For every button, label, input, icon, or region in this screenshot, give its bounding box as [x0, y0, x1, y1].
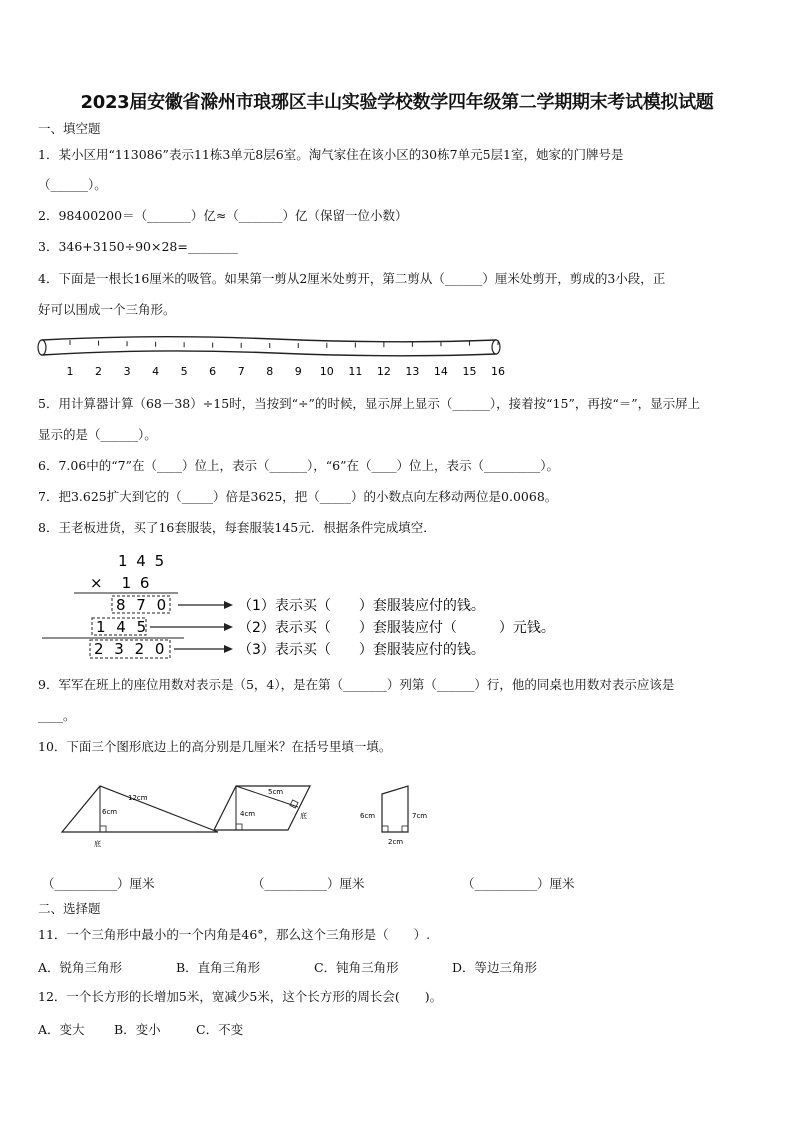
ruler-label: 14 — [433, 365, 448, 378]
ruler-label: 8 — [266, 365, 274, 378]
page-title: 2023届安徽省滁州市琅琊区丰山实验学校数学四年级第二学期期末考试模拟试题 — [80, 92, 714, 113]
question-2: 2．98400200＝（_______）亿≈（_______）亿（保留一位小数） — [38, 208, 408, 223]
trapezoid-right-label: 7cm — [412, 812, 428, 820]
triangle-figure — [56, 782, 226, 854]
question-6: 6．7.06中的“7”在（____）位上，表示（______），“6”在（____）位上，表示（_________）。 — [38, 458, 560, 473]
question-10: 10．下面三个图形底边上的高分别是几厘米？在括号里填一填。 — [38, 739, 392, 754]
ruler-label: 4 — [152, 365, 160, 378]
question-1-line1: 1．某小区用“113086”表示11栋3单元8层6室。淘气家住在该小区的30栋7单元5层1室，她家的门牌号是 — [38, 147, 624, 162]
q11-option-c[interactable]: C．钝角三角形 — [314, 960, 399, 975]
q12-option-b[interactable]: B．变小 — [114, 1022, 161, 1037]
question-5-line1: 5．用计算器计算（68－38）÷15时，当按到“÷”的时候，显示屏上显示（______），接着按“15”，再按“＝”，显示屏上 — [38, 396, 701, 411]
parallelogram-base-label: 底 — [300, 812, 307, 820]
calc-note-3: （3）表示买（ ）套服装应付的钱。 — [238, 642, 485, 658]
ruler-ticks — [67, 340, 506, 378]
parallelogram-side-label: 5cm — [268, 788, 284, 796]
calc-row-5: 2 3 2 0 — [94, 640, 168, 658]
answer-blank-triangle[interactable]: （__________）厘米 — [42, 876, 155, 891]
calc-row-2: × 1 6 — [90, 574, 152, 592]
calc-row-4: 1 4 5 — [96, 618, 150, 636]
ruler-label: 9 — [294, 365, 302, 378]
ruler-label: 6 — [209, 365, 217, 378]
ruler-label: 2 — [95, 365, 103, 378]
ruler-label: 10 — [319, 365, 334, 378]
question-1-line2: （______）。 — [38, 177, 107, 192]
section-fill-heading: 一、填空题 — [38, 121, 101, 136]
q12-option-c[interactable]: C．不变 — [196, 1022, 244, 1037]
question-12: 12．一个长方形的长增加5米，宽减少5米，这个长方形的周长会( )。 — [38, 989, 443, 1004]
ruler-label: 12 — [376, 365, 391, 378]
parallelogram-height-label: 4cm — [240, 810, 256, 818]
calc-row-3: 8 7 0 — [116, 596, 170, 614]
answer-blank-trapezoid[interactable]: （__________）厘米 — [462, 876, 575, 891]
question-4-line1: 4．下面是一根长16厘米的吸管。如果第一剪从2厘米处剪开，第二剪从（______）厘米处剪开，剪成的3小段，正 — [38, 271, 666, 286]
question-3: 3．346+3150÷90×28=________ — [38, 239, 238, 254]
triangle-height-label: 6cm — [102, 808, 118, 816]
triangle-side-label: 12cm — [128, 794, 148, 802]
q11-option-a[interactable]: A．锐角三角形 — [38, 960, 123, 975]
ruler-label: 5 — [180, 365, 188, 378]
ruler-label: 7 — [237, 365, 245, 378]
ruler-label: 1 — [66, 365, 74, 378]
ruler-label: 11 — [348, 365, 363, 378]
question-9-line2: ____。 — [38, 708, 76, 723]
question-8: 8．王老板进货，买了16套服装，每套服装145元．根据条件完成填空． — [38, 520, 436, 535]
calc-row-1: 1 4 5 — [118, 552, 167, 570]
ruler-label: 15 — [462, 365, 477, 378]
q11-option-b[interactable]: B．直角三角形 — [176, 960, 261, 975]
calc-note-2: （2）表示买（ ）套服装应付（ ）元钱。 — [238, 620, 555, 636]
trapezoid-left-label: 6cm — [360, 812, 376, 820]
straw-ruler-figure — [34, 330, 514, 382]
q12-option-a[interactable]: A．变大 — [38, 1022, 85, 1037]
parallelogram-figure — [210, 780, 320, 836]
question-7: 7．把3.625扩大到它的（_____）倍是3625，把（_____）的小数点向左移动两位是0.0068。 — [38, 489, 558, 504]
answer-blank-parallelogram[interactable]: （__________）厘米 — [252, 876, 365, 891]
q11-option-d[interactable]: D．等边三角形 — [452, 960, 538, 975]
trapezoid-bottom-label: 2cm — [388, 838, 404, 846]
trapezoid-figure — [358, 782, 442, 848]
question-5-line2: 显示的是（______）。 — [38, 427, 157, 442]
ruler-label: 3 — [123, 365, 131, 378]
ruler-label: 16 — [491, 365, 505, 378]
ruler-label: 13 — [405, 365, 420, 378]
calc-note-1: （1）表示买（ ）套服装应付的钱。 — [238, 598, 485, 614]
section-choice-heading: 二、选择题 — [38, 901, 101, 916]
multiplication-figure — [38, 548, 638, 662]
triangle-base-label: 底 — [94, 840, 101, 848]
question-4-line2: 好可以围成一个三角形。 — [38, 302, 176, 317]
question-9-line1: 9．军军在班上的座位用数对表示是（5，4），是在第（_______）列第（______）行，他的同桌也用数对表示应该是 — [38, 677, 675, 692]
question-11: 11．一个三角形中最小的一个内角是46°，那么这个三角形是（ ）. — [38, 927, 431, 942]
